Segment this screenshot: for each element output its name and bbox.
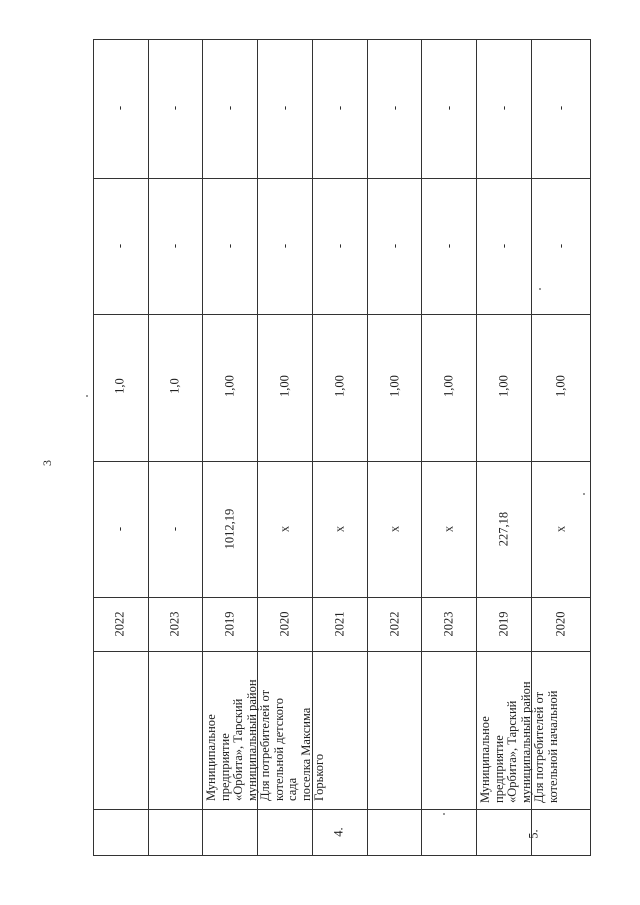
value-cell: 227,18: [496, 511, 511, 547]
value-cell: -: [387, 105, 402, 111]
grid-line: [93, 597, 591, 598]
value-cell: -: [167, 105, 182, 111]
year-cell: 2022: [387, 611, 402, 637]
grid-line: [93, 39, 591, 40]
year-cell: 2019: [496, 611, 511, 637]
value-cell: 1,00: [222, 375, 237, 397]
scan-speck: [583, 493, 585, 495]
value-cell: x: [387, 525, 402, 533]
grid-line: [93, 39, 94, 855]
value-cell: -: [441, 105, 456, 111]
value-cell: x: [553, 525, 568, 533]
value-cell: x: [277, 525, 292, 533]
value-cell: -: [222, 105, 237, 111]
value-cell: 1,00: [553, 375, 568, 397]
value-cell: -: [277, 243, 292, 249]
year-cell: 2023: [167, 611, 182, 637]
value-cell: -: [553, 243, 568, 249]
value-cell: 1,00: [441, 375, 456, 397]
value-cell: 1,00: [332, 375, 347, 397]
value-cell: 1,0: [112, 378, 127, 394]
value-cell: -: [277, 105, 292, 111]
value-cell: -: [167, 243, 182, 249]
value-cell: -: [387, 243, 402, 249]
value-cell: -: [167, 526, 182, 532]
value-cell: x: [332, 525, 347, 533]
value-cell: x: [441, 525, 456, 533]
year-cell: 2019: [222, 611, 237, 637]
grid-line: [202, 39, 203, 855]
value-cell: -: [496, 243, 511, 249]
scan-speck: [86, 395, 88, 397]
grid-line: [93, 855, 591, 856]
year-cell: 2020: [277, 611, 292, 637]
value-cell: -: [553, 105, 568, 111]
value-cell: 1,0: [167, 378, 182, 394]
value-cell: -: [222, 243, 237, 249]
year-cell: 2020: [553, 611, 568, 637]
value-cell: 1012,19: [222, 508, 237, 550]
value-cell: -: [112, 526, 127, 532]
organization-name: Муниципальное предприятие «Орбита», Тарский муниципальный район Для потребителей от котельной детского сада поселка Максима Горького: [204, 679, 326, 801]
value-cell: -: [332, 105, 347, 111]
value-cell: -: [441, 243, 456, 249]
grid-line: [148, 39, 149, 855]
grid-line: [476, 39, 477, 855]
page-number: 3: [40, 460, 54, 466]
scan-speck: [539, 288, 541, 290]
scan-speck: [443, 813, 445, 815]
value-cell: 1,00: [496, 375, 511, 397]
year-cell: 2021: [332, 611, 347, 637]
grid-line: [590, 39, 591, 855]
value-cell: -: [496, 105, 511, 111]
grid-line: [421, 39, 422, 855]
value-cell: 1,00: [277, 375, 292, 397]
row-number: 5.: [526, 829, 541, 839]
grid-line: [93, 314, 591, 315]
row-number: 4.: [331, 827, 346, 837]
year-cell: 2023: [441, 611, 456, 637]
grid-line: [367, 39, 368, 855]
organization-name: Муниципальное предприятие «Орбита», Тарский муниципальный район Для потребителей от котельной начальной: [478, 681, 560, 803]
grid-line: [93, 809, 591, 810]
value-cell: -: [332, 243, 347, 249]
grid-line: [93, 651, 591, 652]
year-cell: 2022: [112, 611, 127, 637]
grid-line: [93, 461, 591, 462]
value-cell: -: [112, 243, 127, 249]
value-cell: -: [112, 105, 127, 111]
value-cell: 1,00: [387, 375, 402, 397]
grid-line: [93, 178, 591, 179]
